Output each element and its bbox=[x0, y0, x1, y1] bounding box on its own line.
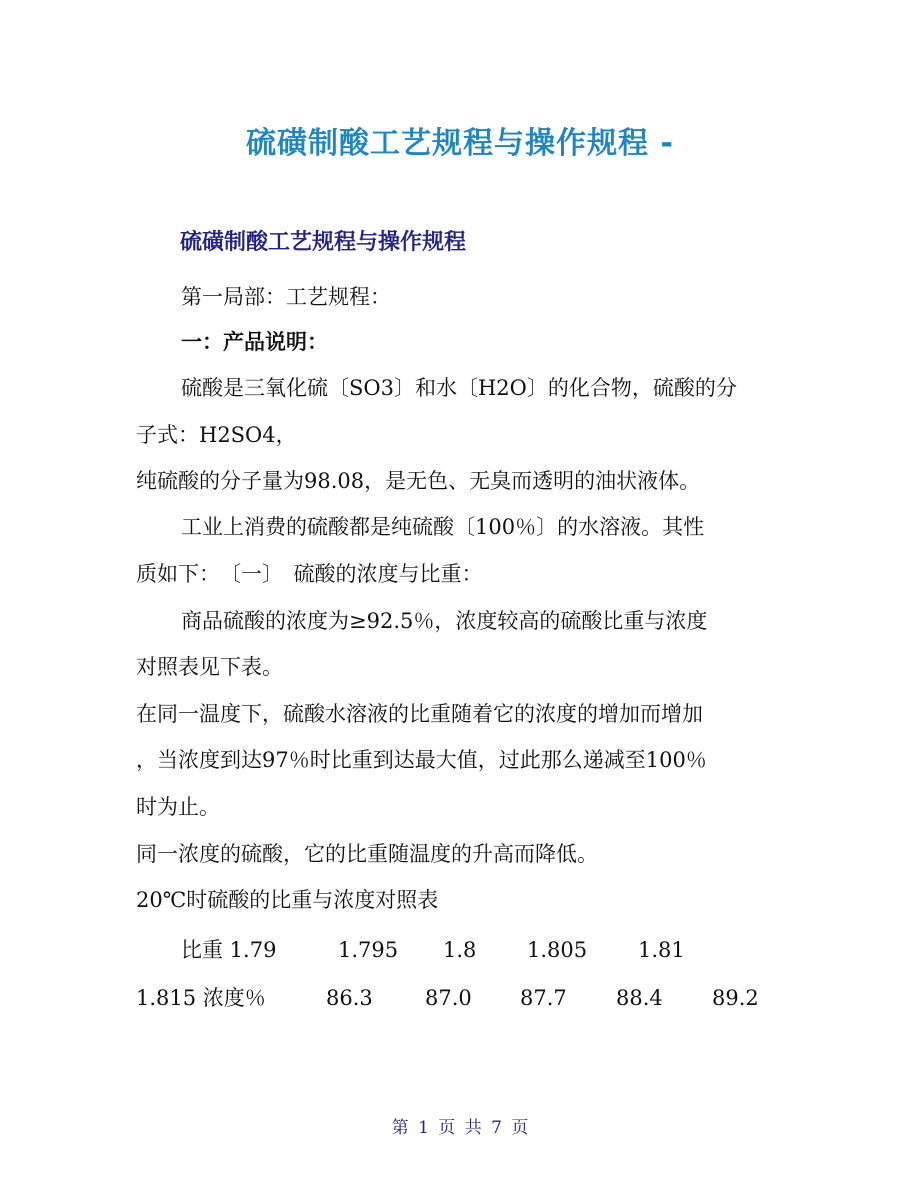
paragraph-line: 同一浓度的硫酸，它的比重随温度的升高而降低。 bbox=[136, 842, 598, 866]
paragraph-line: 子式：H2SO4， bbox=[136, 423, 297, 447]
paragraph-line: 质如下： 〔一〕 硫酸的浓度与比重： bbox=[136, 562, 483, 586]
section-heading: 硫磺制酸工艺规程与操作规程 bbox=[180, 230, 467, 255]
paragraph-line: 纯硫酸的分子量为98.08，是无色、无臭而透明的油状液体。 bbox=[136, 469, 701, 493]
table-cell: 比重 1.79 bbox=[181, 938, 277, 962]
paragraph-line: 对照表见下表。 bbox=[136, 655, 283, 679]
part-heading: 第一局部：工艺规程： bbox=[181, 285, 391, 309]
paragraph-line: 时为止。 bbox=[136, 795, 220, 819]
product-description-heading: 一：产品说明： bbox=[181, 330, 328, 354]
paragraph-line: ，当浓度到达97％时比重到达最大值，过此那么递减至100％ bbox=[136, 748, 707, 772]
paragraph-line: 在同一温度下，硫酸水溶液的比重随着它的浓度的增加而增加 bbox=[136, 702, 703, 726]
table-cell: 87.7 bbox=[520, 986, 567, 1010]
table-cell: 1.815 浓度％ bbox=[136, 986, 266, 1010]
table-cell: 1.805 bbox=[527, 938, 588, 962]
table-cell: 86.3 bbox=[326, 986, 373, 1010]
table-cell: 87.0 bbox=[425, 986, 472, 1010]
table-caption: 20℃时硫酸的比重与浓度对照表 bbox=[136, 888, 439, 912]
table-cell: 1.81 bbox=[638, 938, 685, 962]
table-cell: 1.795 bbox=[338, 938, 399, 962]
page-number: 第 1 页 共 7 页 bbox=[391, 1118, 529, 1138]
table-cell: 1.8 bbox=[443, 938, 477, 962]
table-cell: 89.2 bbox=[712, 986, 759, 1010]
paragraph-line: 工业上消费的硫酸都是纯硫酸〔100％〕的水溶液。其性 bbox=[181, 515, 705, 539]
paragraph-line: 硫酸是三氧化硫〔SO3〕和水〔H2O〕的化合物，硫酸的分 bbox=[181, 376, 737, 400]
paragraph-line: 商品硫酸的浓度为≥92.5％，浓度较高的硫酸比重与浓度 bbox=[181, 609, 708, 633]
table-cell: 88.4 bbox=[616, 986, 663, 1010]
document-title: 硫磺制酸工艺规程与操作规程 - bbox=[246, 126, 674, 161]
